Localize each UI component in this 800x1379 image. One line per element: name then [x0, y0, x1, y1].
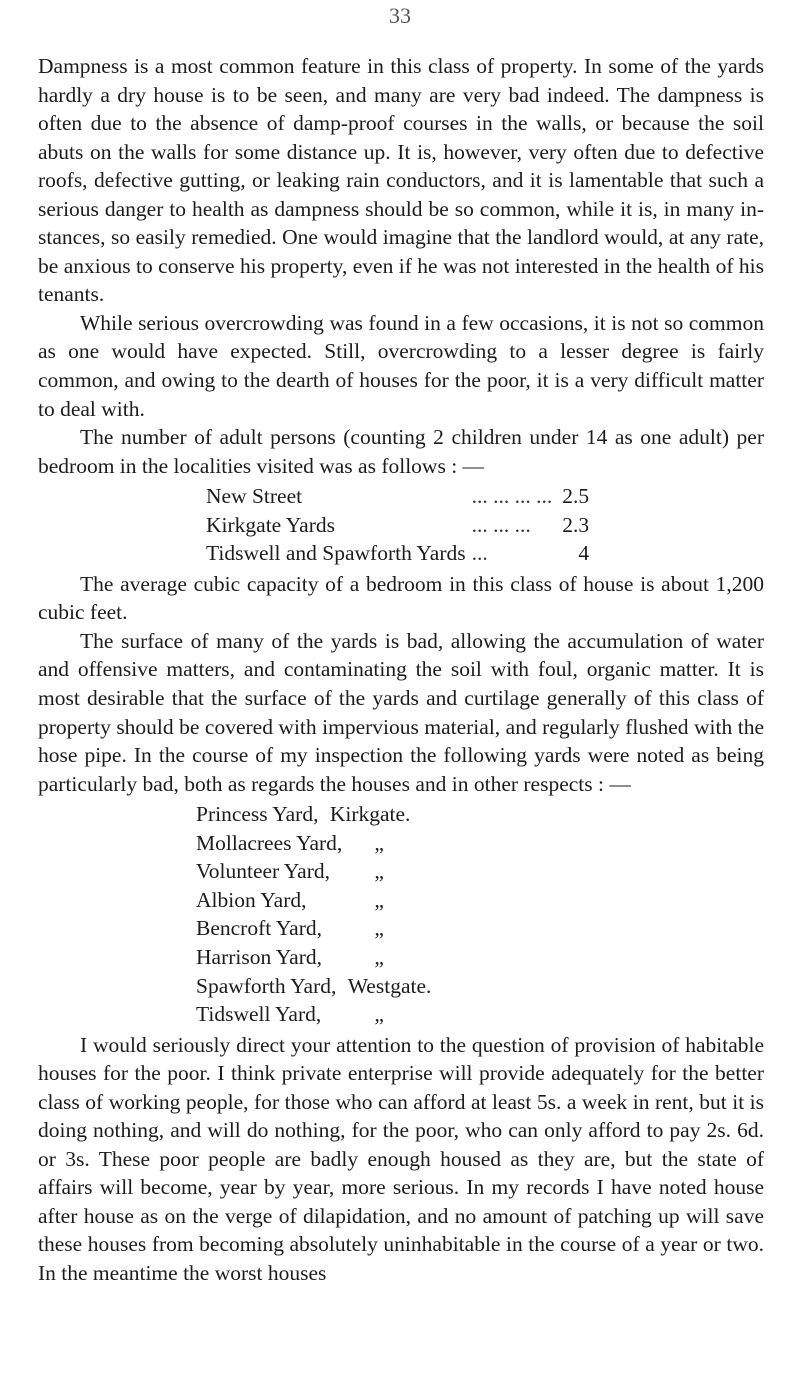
dot-leader: ... ... ...: [471, 512, 531, 537]
density-locality: Tidswell and Spawforth Yards: [206, 541, 466, 566]
density-value: 4: [578, 541, 590, 566]
density-locality: New Street: [206, 484, 303, 509]
paragraph-surface: The surface of many of the yards is bad, allowing the accumulation of water and offensive matters, and contaminating the soil with foul, organic matter. It is most desirable that the surface of the yards and curtilage generally of this class of property should be covered with impervious material, and regularly flushed with the hose pipe. In the course of my inspection the following yards were noted as being particularly bad, both as regards the houses and in other respects : —: [38, 628, 764, 796]
list-item: [196, 914, 764, 943]
yard-name: Mollacrees Yard,: [196, 830, 343, 855]
ditto-mark: „: [374, 887, 384, 912]
yard-name: Volunteer Yard,: [196, 859, 330, 884]
ditto-mark: „: [374, 944, 384, 969]
density-value: 2.3: [562, 512, 590, 537]
list-item: [196, 800, 764, 829]
density-row: [206, 539, 591, 568]
paragraph-dampness: Dampness is a most common feature in this class of property. In some of the yards hardly a dry house is to be seen, and many are very bad indeed. The dampness is often due to the absence of damp-proof courses in the walls, or because the soil abuts on the walls for some distance up. It is, however, very often due to defective roofs, defective gutting, or leaking rain conductors, and it is lamentable that such a serious danger to health as dampness should be so common, while it is, in many instances, so easily remedied. One would imagine that the landlord would, at any rate, be anxious to conserve his property, even if he was not interested in the health of his tenants.: [38, 54, 764, 307]
yard-name: Princess Yard,: [196, 802, 319, 827]
ditto-mark: „: [374, 830, 384, 855]
list-item: [196, 886, 764, 915]
density-row: [206, 482, 591, 511]
yard-name: Tidswell Yard,: [196, 1002, 322, 1027]
dot-leader: ... ... ... ...: [471, 484, 553, 509]
ditto-mark: „: [374, 859, 384, 884]
list-item: [196, 943, 764, 972]
yard-location: Kirkgate.: [329, 802, 411, 827]
list-item: [196, 1000, 764, 1029]
paragraph-cubic-capacity: The average cubic capacity of a bedroom in this class of house is about 1,200 cubic feet.: [38, 571, 764, 625]
ditto-mark: „: [374, 1002, 384, 1027]
density-row: [206, 511, 591, 540]
bad-yards-list: [38, 800, 764, 1028]
dot-leader: ...: [471, 541, 488, 566]
yard-name: Spawforth Yard,: [196, 973, 337, 998]
bedroom-density-table: [206, 482, 591, 568]
list-item: [196, 857, 764, 886]
density-locality: Kirkgate Yards: [206, 512, 335, 537]
paragraph-adult-persons: The number of adult persons (counting 2 children under 14 as one adult) per bedroom in the localities visited was as follows : —: [38, 425, 764, 478]
page-number: 33: [389, 3, 411, 28]
yard-name: Bencroft Yard,: [196, 916, 322, 941]
paragraph-provision: I would seriously direct your attention to the question of provision of habitable houses for the poor. I think private enterprise will provide adequately for the better class of working people, for those who can afford at least 5s. a week in rent, but it is doing nothing, and will do nothing, for the poor, who can only afford to pay 2s. 6d. or 3s. These poor people are badly enough housed as they are, but the state of affairs will become, year by year, more serious. In my records I have noted house after house as on the verge of dilapidation, and no amount of patching up will save these houses from becoming absolutely uninhabitable in the course of a year or two. In the meantime the worst houses: [38, 1032, 764, 1285]
list-item: [196, 829, 764, 858]
body-text: [38, 52, 764, 1288]
paragraph-overcrowding: While serious overcrowding was found in a few occasions, it is not so common as one would have expected. Still, overcrowding to a lesser degree is fairly common, and owing to the dearth of houses for the poor, it is a very difficult matter to deal with.: [38, 310, 764, 421]
density-value: 2.5: [562, 484, 590, 509]
ditto-mark: „: [374, 916, 384, 941]
yard-name: Albion Yard,: [196, 887, 307, 912]
list-item: [196, 972, 764, 1001]
yard-location: Westgate.: [347, 973, 432, 998]
yard-name: Harrison Yard,: [196, 944, 323, 969]
